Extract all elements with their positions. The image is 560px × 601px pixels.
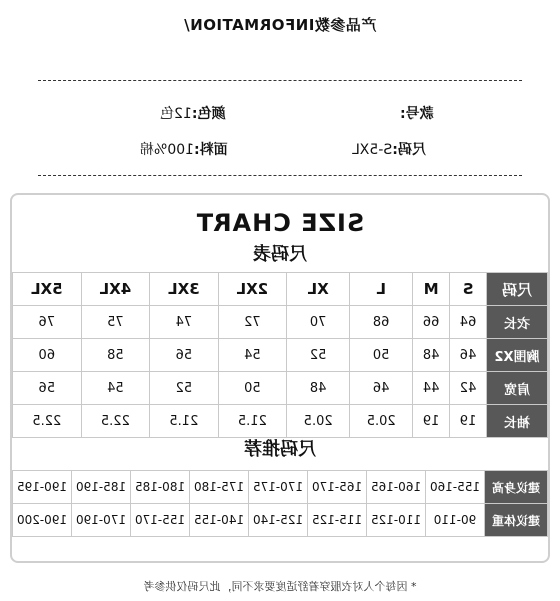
table-cell: 115-125 [308,504,367,537]
size-header-cell: 3XL [150,273,219,306]
row-label: 衣长 [487,306,548,339]
table-cell: 52 [287,339,350,372]
table-cell: 68 [350,306,413,339]
table-cell: 66 [413,306,450,339]
table-row [13,405,548,438]
color-value: 12色 [160,106,192,122]
table-cell: 190-195 [13,471,72,504]
table-cell: 170-175 [249,471,308,504]
table-cell: 185-190 [72,471,131,504]
table-cell: 125-140 [249,504,308,537]
footnote: * 因每个人对衣服穿着舒适度要求不同，此尺码仅供参考 [143,580,417,593]
table-cell: 180-185 [131,471,190,504]
row-label: 袖长 [487,405,548,438]
table-cell: 90-110 [426,504,485,537]
fabric-value: 100%棉 [140,142,195,158]
table-cell: 22.5 [13,405,82,438]
table-cell: 60 [13,339,82,372]
header-title-en: INFORMATION/ [183,16,315,34]
divider-bottom [38,175,522,176]
table-cell: 155-160 [426,471,485,504]
table-cell: 46 [450,339,487,372]
recommendation-title: 尺码推荐 [244,439,316,460]
size-header-cell: S [450,273,487,306]
table-cell: 22.5 [81,405,150,438]
size-chart-card [10,193,550,563]
table-cell: 58 [81,339,150,372]
table-row [13,372,548,405]
size-table [12,272,548,438]
table-cell: 56 [150,339,219,372]
size-range-label: 尺码: [392,142,426,158]
table-cell: 21.5 [218,405,287,438]
size-header-label: 尺码 [487,273,548,306]
table-row [13,306,548,339]
table-row [13,471,548,504]
table-cell: 20.5 [350,405,413,438]
table-cell: 54 [81,372,150,405]
header-title-cn: 产品参数 [314,16,377,34]
table-cell: 170-190 [72,504,131,537]
table-cell: 56 [13,372,82,405]
table-cell: 64 [450,306,487,339]
table-cell: 50 [218,372,287,405]
fabric-label: 面料: [194,142,228,158]
row-label: 胸围X2 [487,339,548,372]
table-cell: 21.5 [150,405,219,438]
table-row [13,339,548,372]
table-cell: 72 [218,306,287,339]
table-cell: 190-200 [13,504,72,537]
divider-top [38,80,522,81]
table-cell: 74 [150,306,219,339]
table-cell: 52 [150,372,219,405]
size-header-cell: 5XL [13,273,82,306]
row-label: 建议身高 [485,471,548,504]
size-range-value: S-5XL [352,142,393,158]
table-cell: 19 [413,405,450,438]
table-cell: 20.5 [287,405,350,438]
size-header-cell: M [413,273,450,306]
table-cell: 76 [13,306,82,339]
style-no-field [400,103,434,123]
table-cell: 165-170 [308,471,367,504]
table-cell: 140-155 [190,504,249,537]
table-cell: 44 [413,372,450,405]
color-field [160,103,225,123]
table-cell: 42 [450,372,487,405]
style-no-label: 款号: [400,106,434,122]
table-cell: 48 [413,339,450,372]
table-cell: 110-125 [367,504,426,537]
size-range-field [352,139,426,159]
size-header-cell: 4XL [81,273,150,306]
table-cell: 48 [287,372,350,405]
recommendation-table [12,470,548,537]
section-header [0,14,560,35]
size-header-cell: 2XL [218,273,287,306]
size-chart-title: SIZE CHART [195,209,365,237]
row-label: 肩宽 [487,372,548,405]
row-label: 建议体重 [485,504,548,537]
color-label: 颜色: [191,106,226,122]
size-header-row [13,273,548,306]
table-cell: 175-180 [190,471,249,504]
table-row [13,504,548,537]
fabric-field [140,139,228,159]
table-cell: 160-165 [367,471,426,504]
table-cell: 19 [450,405,487,438]
size-header-cell: XL [287,273,350,306]
table-cell: 46 [350,372,413,405]
size-header-cell: L [350,273,413,306]
table-cell: 75 [81,306,150,339]
table-cell: 155-170 [131,504,190,537]
size-chart-subtitle: 尺码表 [253,244,307,265]
table-cell: 54 [218,339,287,372]
table-cell: 50 [350,339,413,372]
table-cell: 70 [287,306,350,339]
